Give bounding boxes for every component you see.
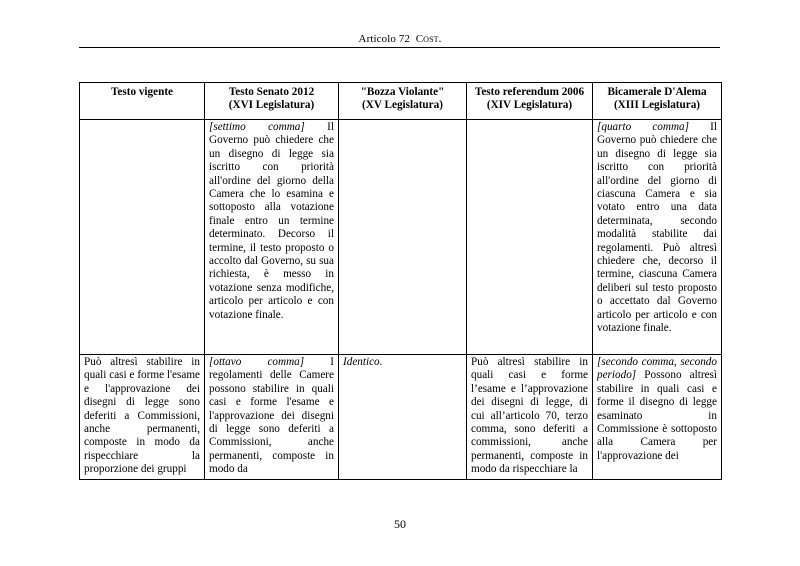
table-cell: Può altresì stabilire in quali casi e forme l'esame e l'approvazione dei disegni di legge sono deferiti a Commissioni, anche permanenti, composte in modo da rispecchiare la proporzione dei gruppi <box>80 355 205 480</box>
table-cell <box>80 120 205 355</box>
column-header-testo-vigente: Testo vigente <box>80 83 205 120</box>
header-title-main: Articolo 72 <box>358 33 411 45</box>
table-cell: [secondo comma, secondo periodo] Possono altresì stabilire in quali casi e forme il disegno di legge esaminato in Commissione è sottoposto alla Camera per l'approvazione dei <box>593 355 722 480</box>
column-header-testo-referendum-2006: Testo referendum 2006 (XIV Legislatura) <box>467 83 593 120</box>
header-rule <box>79 47 720 48</box>
table-cell <box>467 120 593 355</box>
page-number: 50 <box>394 517 406 531</box>
table-row <box>80 120 722 355</box>
comparison-table <box>79 82 722 480</box>
table-cell: [quarto comma] Il Governo può chiedere che un disegno di legge sia iscritto con priorità all'ordine del giorno di ciascuna Camera e sia votato entro una data determinata, secondo modalità stabilite dai regolamenti. Può altresì chiedere che, decorso il termine, ciascuna Camera deliberi sul testo proposto o accettato dal Governo articolo per articolo e con votazione finale. <box>593 120 722 355</box>
running-header <box>0 33 800 45</box>
table-cell <box>339 120 467 355</box>
column-header-testo-senato-2012: Testo Senato 2012 (XVI Legislatura) <box>205 83 339 120</box>
table-cell: Identico. <box>339 355 467 480</box>
table-cell: [ottavo comma] I regolamenti delle Camere possono stabilire in quali casi e forme l'esame e l'approvazione dei disegni di legge sono deferiti a Commissioni, anche permanenti, composte in modo da <box>205 355 339 480</box>
table-row <box>80 355 722 480</box>
header-title-abbrev: Cost. <box>415 33 442 45</box>
table-cell: Può altresì stabilire in quali casi e forme l’esame e l’approvazione dei disegni di legge, di cui all’articolo 70, terzo comma, sono deferiti a commissioni, anche permanenti, composte in modo da rispecchiare la <box>467 355 593 480</box>
table-cell: [settimo comma] Il Governo può chiedere che un disegno di legge sia iscritto con priorità all'ordine del giorno della Camera che lo esamina e sottoposto alla votazione finale entro un termine determinato. Decorso il termine, il testo proposto o accolto dal Governo, su sua richiesta, è messo in votazione senza modifiche, articolo per articolo e con votazione finale. <box>205 120 339 355</box>
table-header-row <box>80 83 722 120</box>
column-header-bozza-violante: "Bozza Violante" (XV Legislatura) <box>339 83 467 120</box>
column-header-bicamerale-dalema: Bicamerale D'Alema (XIII Legislatura) <box>593 83 722 120</box>
